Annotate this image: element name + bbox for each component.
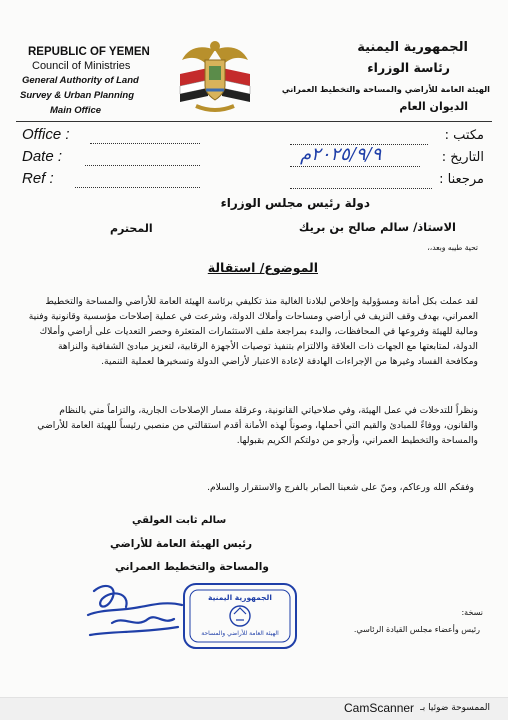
addressee: الاستاذ/ سالم صالح بن بريك <box>298 220 456 234</box>
camscanner-footer <box>0 697 508 720</box>
header-left-line3: General Authority of Land <box>22 75 139 86</box>
closing-line: وفقكم الله ورعاكم، ومنّ على شعبنا الصابر بالفرج والاستقرار والسلام. <box>207 482 474 493</box>
office-label-ar: مكتب : <box>444 128 484 143</box>
signatory-title-1: رئيس الهيئة العامة للأراضي <box>110 538 253 550</box>
signatory-name: سالم ثابت العولقي <box>132 515 227 526</box>
date-label-ar: التاريخ : <box>441 150 484 165</box>
honorific: المحترم <box>110 222 153 235</box>
paragraph-2: ونظراً للتدخلات في عمل الهيئة، وفي صلاحياتي القانونية، وعرقلة مسار الإصلاحات الجارية، والتزاماً مني بالنظام والقانون، ووفاءً للمبادئ والقيم التي أحملها، وصوناً لهذه الأمانة أقدم استقالتي من منصبي رئيساً للهيئة العامة للأراضي والمساحة والتخطيط العمراني، وأرجو من دولتكم الكريم بقبولها. <box>37 405 478 446</box>
header-left-line4: Survey & Urban Planning <box>20 90 135 101</box>
copy-label: نسخة: <box>461 608 483 617</box>
paragraph-1: لقد عملت بكل أمانة ومسؤولية وإخلاص لبلادنا الغالية منذ تكليفي برئاسة الهيئة العامة للأراضي والمساحة والتخطيط العمراني، بهدف وقف النزيف في أراضي ومساحات وأملاك الدولة، وشرعت في عملية إصلاحات مؤسسية وقانونية وفنية ومالية للهيئة وفروعها في المحافظات، والبدء بمراجعة ملف الاستثمارات المتعثرة وحصر التعديات على أراضي وأملاك الدولة، لمتابعتها مع الجهات ذات العلاقة والالتزام بتنفيذ توصيات الأجهزة الرقابية، لتعزيز مبادئ الشفافية والنزاهة ومكافحة الفساد وغيرها من الإجراءات الهادفة لإعادة الاعتبار لأراضي الدولة وتسخيرها لعملية التنمية. <box>28 296 478 367</box>
date-label: Date : <box>22 148 63 165</box>
recipient: دولة رئيس مجلس الوزراء <box>220 196 370 210</box>
date-line <box>85 165 200 166</box>
header-right-line2: رئاسة الوزراء <box>367 60 450 75</box>
camscanner-text: الممسوحة ضوئيا بـ <box>420 703 490 713</box>
header-left-line5: Main Office <box>50 105 102 116</box>
header-right-line3: الهيئة العامة للأراضي والمساحة والتخطيط العمراني <box>281 84 490 94</box>
copy-line-1: رئيس وأعضاء مجلس القيادة الرئاسي. <box>353 625 480 634</box>
header-left-line2: Council of Ministries <box>32 60 131 72</box>
handwritten-signature <box>82 575 192 645</box>
ref-label-ar: مرجعنا : <box>439 172 484 187</box>
greeting: تحية طيبه وبعد،، <box>427 243 478 252</box>
header-left-line1: REPUBLIC OF YEMEN <box>28 46 150 58</box>
ref-line-ar <box>290 188 432 189</box>
date-line-ar <box>290 166 420 167</box>
header-right-line4: الديوان العام <box>399 100 468 113</box>
date-value: ٢٠٢٥/٩/٩م <box>300 144 382 165</box>
ref-label: Ref : <box>22 170 54 187</box>
signatory-title-2: والمساحة والتخطيط العمراني <box>115 561 269 573</box>
header-right-line1: الجمهورية اليمنية <box>357 40 468 55</box>
yemen-eagle-emblem <box>170 30 260 120</box>
header-divider <box>16 121 492 122</box>
stamp-top-text: الجمهورية اليمنية <box>208 593 272 602</box>
official-stamp <box>180 580 300 652</box>
office-label: Office : <box>22 126 70 143</box>
camscanner-brand: CamScanner <box>344 701 415 715</box>
stamp-bottom-text: الهيئة العامة للأراضي والمساحة <box>201 630 279 637</box>
ref-line <box>75 187 200 188</box>
office-line <box>90 143 200 144</box>
subject: الموضوع/ استقالة <box>207 260 318 275</box>
